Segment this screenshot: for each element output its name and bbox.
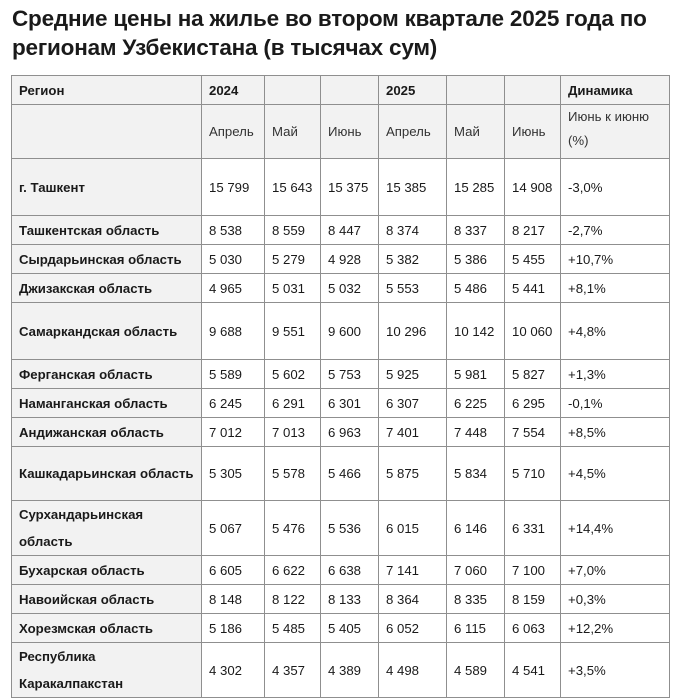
price-cell: 8 374 bbox=[379, 216, 447, 245]
price-cell: 7 141 bbox=[379, 556, 447, 585]
price-cell: 6 146 bbox=[447, 501, 505, 556]
table-row bbox=[12, 585, 670, 614]
dynamics-cell: +4,5% bbox=[561, 447, 670, 501]
price-cell: 7 401 bbox=[379, 418, 447, 447]
price-cell: 8 538 bbox=[202, 216, 265, 245]
price-cell: 15 375 bbox=[321, 159, 379, 216]
price-cell: 9 551 bbox=[265, 303, 321, 360]
table-row bbox=[12, 643, 670, 698]
price-cell: 5 553 bbox=[379, 274, 447, 303]
price-cell: 15 799 bbox=[202, 159, 265, 216]
price-cell: 7 013 bbox=[265, 418, 321, 447]
price-cell: 6 307 bbox=[379, 389, 447, 418]
dynamics-cell: +8,5% bbox=[561, 418, 670, 447]
price-cell: 7 100 bbox=[505, 556, 561, 585]
prices-table bbox=[11, 75, 670, 698]
region-name-cell: Бухарская область bbox=[12, 556, 202, 585]
price-cell: 6 331 bbox=[505, 501, 561, 556]
table-row bbox=[12, 216, 670, 245]
region-name-cell: Республика Каракалпакстан bbox=[12, 643, 202, 698]
region-name-cell: Андижанская область bbox=[12, 418, 202, 447]
price-cell: 5 031 bbox=[265, 274, 321, 303]
table-row bbox=[12, 614, 670, 643]
price-cell: 10 060 bbox=[505, 303, 561, 360]
subheader-month: Апрель bbox=[379, 105, 447, 159]
price-cell: 5 067 bbox=[202, 501, 265, 556]
price-cell: 4 965 bbox=[202, 274, 265, 303]
price-cell: 6 015 bbox=[379, 501, 447, 556]
subheader-month: Июнь bbox=[321, 105, 379, 159]
dynamics-cell: +12,2% bbox=[561, 614, 670, 643]
price-cell: 4 357 bbox=[265, 643, 321, 698]
table-row bbox=[12, 360, 670, 389]
price-cell: 6 295 bbox=[505, 389, 561, 418]
header-empty bbox=[265, 76, 321, 105]
dynamics-cell: +7,0% bbox=[561, 556, 670, 585]
region-name-cell: Хорезмская область bbox=[12, 614, 202, 643]
price-cell: 15 285 bbox=[447, 159, 505, 216]
price-cell: 4 589 bbox=[447, 643, 505, 698]
header-year-2024: 2024 bbox=[202, 76, 265, 105]
price-cell: 10 296 bbox=[379, 303, 447, 360]
price-cell: 6 638 bbox=[321, 556, 379, 585]
price-cell: 8 122 bbox=[265, 585, 321, 614]
dynamics-cell: +0,3% bbox=[561, 585, 670, 614]
price-cell: 5 578 bbox=[265, 447, 321, 501]
header-empty bbox=[321, 76, 379, 105]
price-cell: 5 710 bbox=[505, 447, 561, 501]
price-cell: 7 060 bbox=[447, 556, 505, 585]
price-cell: 5 486 bbox=[447, 274, 505, 303]
region-name-cell: г. Ташкент bbox=[12, 159, 202, 216]
dynamics-cell: +10,7% bbox=[561, 245, 670, 274]
price-cell: 4 302 bbox=[202, 643, 265, 698]
price-cell: 5 589 bbox=[202, 360, 265, 389]
price-cell: 5 441 bbox=[505, 274, 561, 303]
price-cell: 4 389 bbox=[321, 643, 379, 698]
subheader-month: Апрель bbox=[202, 105, 265, 159]
table-row bbox=[12, 389, 670, 418]
price-cell: 7 554 bbox=[505, 418, 561, 447]
price-cell: 6 245 bbox=[202, 389, 265, 418]
subheader-dynamics: Июнь к июню (%) bbox=[561, 105, 670, 159]
price-cell: 9 688 bbox=[202, 303, 265, 360]
price-cell: 6 063 bbox=[505, 614, 561, 643]
dynamics-cell: -2,7% bbox=[561, 216, 670, 245]
price-cell: 6 301 bbox=[321, 389, 379, 418]
price-cell: 5 386 bbox=[447, 245, 505, 274]
region-name-cell: Сурхандарьинская область bbox=[12, 501, 202, 556]
price-cell: 14 908 bbox=[505, 159, 561, 216]
price-cell: 4 498 bbox=[379, 643, 447, 698]
price-cell: 8 447 bbox=[321, 216, 379, 245]
dynamics-cell: -0,1% bbox=[561, 389, 670, 418]
table-row bbox=[12, 556, 670, 585]
region-name-cell: Навоийская область bbox=[12, 585, 202, 614]
price-cell: 9 600 bbox=[321, 303, 379, 360]
price-cell: 5 753 bbox=[321, 360, 379, 389]
price-cell: 6 291 bbox=[265, 389, 321, 418]
table-row bbox=[12, 447, 670, 501]
region-name-cell: Наманганская область bbox=[12, 389, 202, 418]
price-cell: 6 622 bbox=[265, 556, 321, 585]
price-cell: 8 364 bbox=[379, 585, 447, 614]
price-cell: 8 148 bbox=[202, 585, 265, 614]
dynamics-cell: +4,8% bbox=[561, 303, 670, 360]
region-name-cell: Джизакская область bbox=[12, 274, 202, 303]
price-cell: 10 142 bbox=[447, 303, 505, 360]
price-cell: 5 476 bbox=[265, 501, 321, 556]
price-cell: 5 602 bbox=[265, 360, 321, 389]
price-cell: 5 030 bbox=[202, 245, 265, 274]
price-cell: 8 159 bbox=[505, 585, 561, 614]
table-row bbox=[12, 303, 670, 360]
header-region: Регион bbox=[12, 76, 202, 105]
dynamics-cell: +1,3% bbox=[561, 360, 670, 389]
price-cell: 6 115 bbox=[447, 614, 505, 643]
header-dynamics: Динамика bbox=[561, 76, 670, 105]
price-cell: 8 559 bbox=[265, 216, 321, 245]
table-row bbox=[12, 245, 670, 274]
price-cell: 8 217 bbox=[505, 216, 561, 245]
region-name-cell: Сырдарьинская область bbox=[12, 245, 202, 274]
table-row bbox=[12, 418, 670, 447]
price-cell: 5 834 bbox=[447, 447, 505, 501]
price-cell: 8 335 bbox=[447, 585, 505, 614]
table-row bbox=[12, 501, 670, 556]
price-cell: 5 485 bbox=[265, 614, 321, 643]
price-cell: 6 052 bbox=[379, 614, 447, 643]
table-subheader-row bbox=[12, 105, 670, 159]
price-cell: 5 186 bbox=[202, 614, 265, 643]
dynamics-cell: -3,0% bbox=[561, 159, 670, 216]
region-name-cell: Ташкентская область bbox=[12, 216, 202, 245]
price-cell: 7 012 bbox=[202, 418, 265, 447]
subheader-month: Май bbox=[265, 105, 321, 159]
table-header-row bbox=[12, 76, 670, 105]
subheader-month: Май bbox=[447, 105, 505, 159]
header-empty bbox=[447, 76, 505, 105]
dynamics-cell: +3,5% bbox=[561, 643, 670, 698]
price-cell: 5 405 bbox=[321, 614, 379, 643]
header-year-2025: 2025 bbox=[379, 76, 447, 105]
price-cell: 5 925 bbox=[379, 360, 447, 389]
price-cell: 8 133 bbox=[321, 585, 379, 614]
price-cell: 6 225 bbox=[447, 389, 505, 418]
region-name-cell: Самаркандская область bbox=[12, 303, 202, 360]
region-name-cell: Кашкадарьинская область bbox=[12, 447, 202, 501]
price-cell: 4 928 bbox=[321, 245, 379, 274]
header-empty bbox=[505, 76, 561, 105]
price-cell: 6 605 bbox=[202, 556, 265, 585]
price-cell: 15 643 bbox=[265, 159, 321, 216]
subheader-empty bbox=[12, 105, 202, 159]
price-cell: 5 875 bbox=[379, 447, 447, 501]
price-cell: 5 032 bbox=[321, 274, 379, 303]
table-row bbox=[12, 159, 670, 216]
price-cell: 5 981 bbox=[447, 360, 505, 389]
price-cell: 6 963 bbox=[321, 418, 379, 447]
dynamics-cell: +8,1% bbox=[561, 274, 670, 303]
price-cell: 5 305 bbox=[202, 447, 265, 501]
subheader-month: Июнь bbox=[505, 105, 561, 159]
price-cell: 7 448 bbox=[447, 418, 505, 447]
price-cell: 5 827 bbox=[505, 360, 561, 389]
price-cell: 5 455 bbox=[505, 245, 561, 274]
price-cell: 5 536 bbox=[321, 501, 379, 556]
price-cell: 4 541 bbox=[505, 643, 561, 698]
table-row bbox=[12, 274, 670, 303]
page-title: Средние цены на жилье во втором квартале 2025 года по регионам Узбекистана (в тысячах сум) bbox=[12, 6, 647, 60]
price-cell: 15 385 bbox=[379, 159, 447, 216]
dynamics-cell: +14,4% bbox=[561, 501, 670, 556]
price-cell: 5 466 bbox=[321, 447, 379, 501]
price-cell: 5 382 bbox=[379, 245, 447, 274]
region-name-cell: Ферганская область bbox=[12, 360, 202, 389]
price-cell: 8 337 bbox=[447, 216, 505, 245]
price-cell: 5 279 bbox=[265, 245, 321, 274]
